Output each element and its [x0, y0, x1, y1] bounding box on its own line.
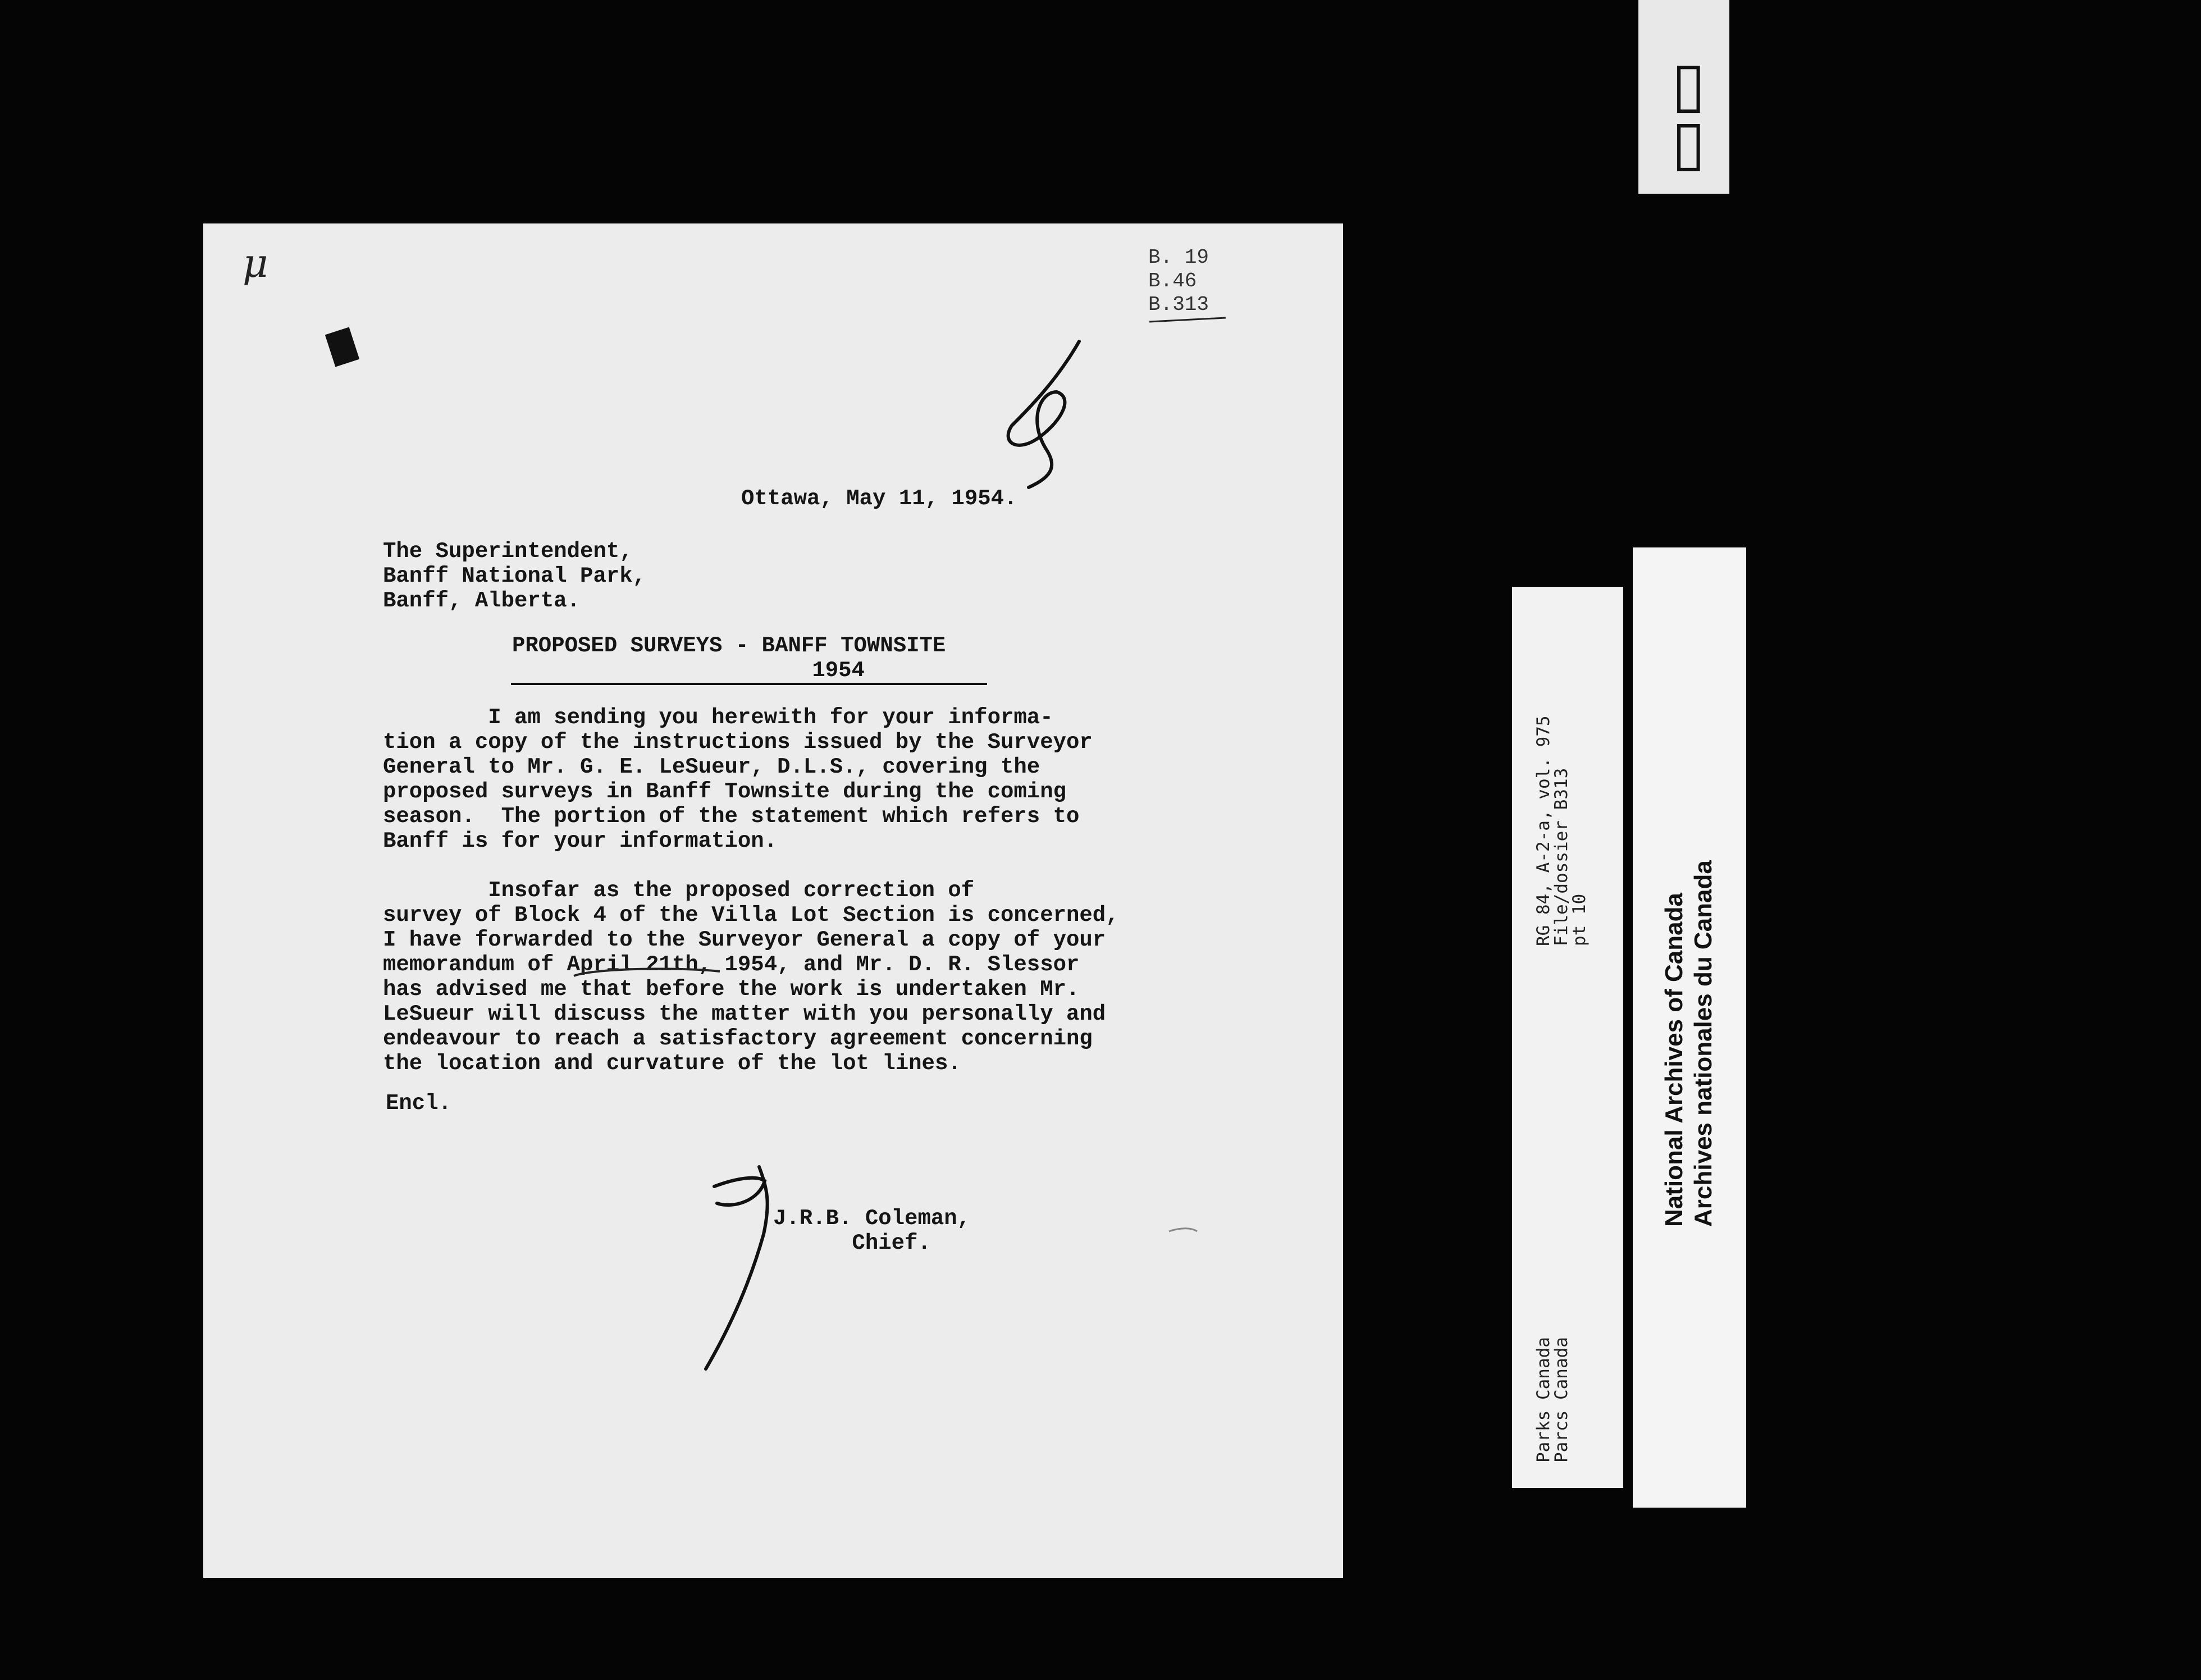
frame-marker: ▭▭ — [1649, 60, 1718, 177]
archives-name: National Archives of Canada Archives nationales du Canada — [1660, 860, 1717, 1227]
subject-line-1: PROPOSED SURVEYS - BANFF TOWNSITE — [512, 633, 946, 658]
subject-line-2: 1954 — [812, 658, 865, 683]
handwritten-folio-number — [1008, 341, 1079, 487]
file-reference-text: RG 84, A-2-a, vol. 975 File/dossier B313 pt 10 — [1533, 715, 1590, 946]
enclosure-note: Encl. — [386, 1091, 452, 1116]
frame-marker-strip — [1638, 0, 1729, 194]
handwritten-mark: μ — [243, 240, 268, 286]
handwritten-initials — [706, 1167, 768, 1369]
pencil-mark — [1169, 1229, 1197, 1231]
subject-underline — [511, 683, 987, 685]
letter-date: Ottawa, May 11, 1954. — [741, 486, 1017, 511]
file-reference-label — [1512, 587, 1623, 1488]
reference-underline — [1149, 317, 1226, 322]
letter-page — [203, 223, 1343, 1578]
subject-heading — [512, 633, 946, 683]
signature-block: J.R.B. Coleman, Chief. — [773, 1206, 971, 1256]
file-reference-codes: B. 19 B.46 B.313 — [1148, 246, 1209, 316]
ink-blot — [325, 327, 359, 367]
letter-body: I am sending you herewith for your informa- tion a copy of the instructions issued by the Surveyor General to Mr. G. E. LeSueur, D.L.S., covering the proposed surveys in Banff Townsite during the coming season. The portion of the statement which refers to Banff is for your information. Insofar as the proposed correction of survey of Block 4 of the Villa Lot Section is concerned, I have forwarded to the Surveyor General a copy of your memorandum of April 21th, 1954, and Mr. D. R. Slessor has advised me that before the work is undertaken Mr. LeSueur will discuss the matter with you personally and endeavour to reach a satisfactory agreement concerning the location and curvature of the lot lines. — [383, 705, 1119, 1076]
parks-canada-text: Parks Canada Parcs Canada — [1533, 1337, 1572, 1463]
archives-label — [1633, 547, 1746, 1508]
recipient-address: The Superintendent, Banff National Park, Banff, Alberta. — [383, 539, 646, 613]
